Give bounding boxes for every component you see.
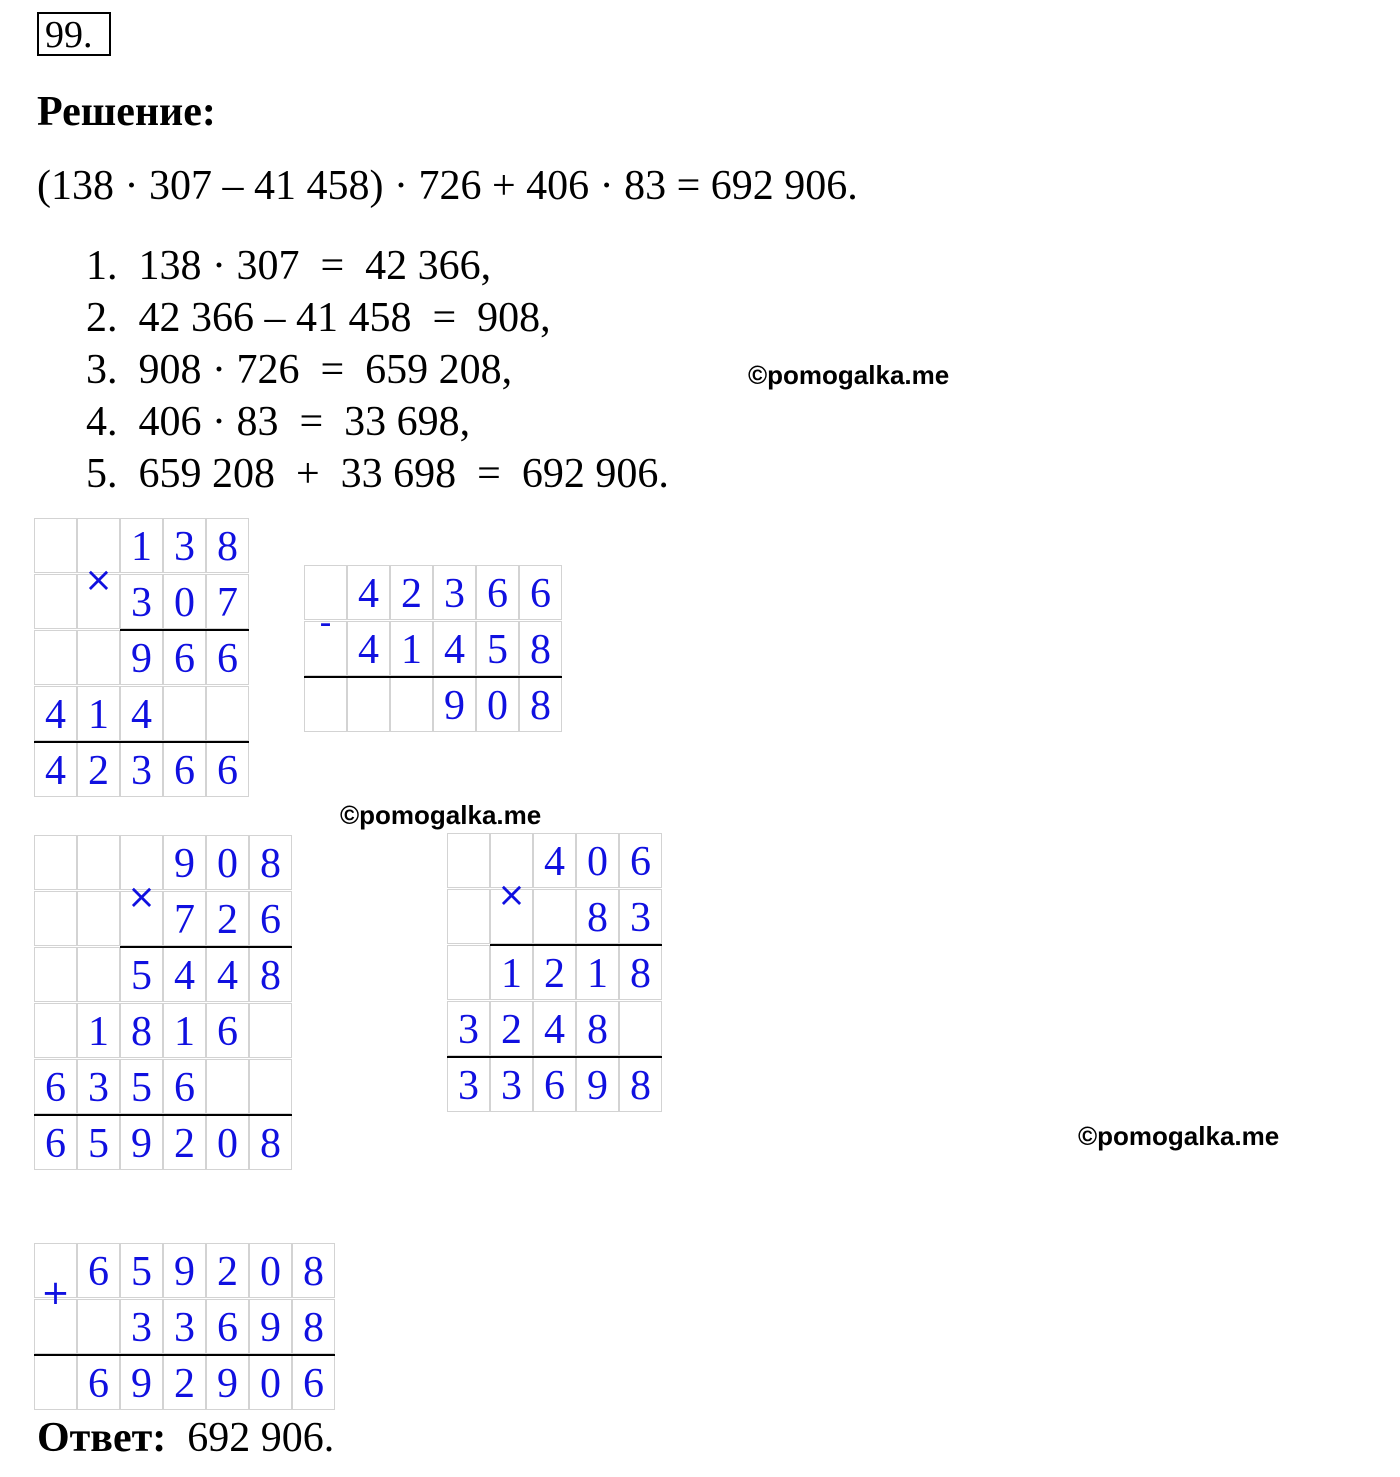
grid-cell: 5 <box>120 1243 163 1298</box>
grid-cell: 3 <box>619 889 662 944</box>
operator-sign: × <box>127 877 156 917</box>
grid-cell: 1 <box>576 945 619 1000</box>
grid-cell <box>77 835 120 890</box>
grid-cell: 3 <box>120 742 163 797</box>
grid-cell: 6 <box>206 742 249 797</box>
grid-cell <box>347 677 390 732</box>
column-subtraction-42366-41458 <box>304 565 562 733</box>
grid-cell: 9 <box>576 1057 619 1112</box>
grid-cell <box>34 574 77 629</box>
grid-cell: 2 <box>163 1115 206 1170</box>
grid-cell: 2 <box>533 945 576 1000</box>
result-line <box>304 676 562 678</box>
grid-cell: 4 <box>34 742 77 797</box>
grid-cell: 2 <box>390 565 433 620</box>
grid-cell: 9 <box>163 835 206 890</box>
grid-cell: 6 <box>206 1299 249 1354</box>
grid-cell: 3 <box>77 1059 120 1114</box>
answer-label: Ответ: <box>37 1415 167 1461</box>
grid-cell: 0 <box>206 835 249 890</box>
grid-cell: 6 <box>77 1355 120 1410</box>
grid-cell: 6 <box>34 1059 77 1114</box>
grid-cell: 6 <box>292 1355 335 1410</box>
grid-cell <box>34 1003 77 1058</box>
result-line <box>34 741 249 743</box>
grid-cell: 8 <box>619 945 662 1000</box>
grid-cell <box>447 945 490 1000</box>
grid-cell: 4 <box>347 621 390 676</box>
grid-cell: 8 <box>576 889 619 944</box>
grid-cell: 8 <box>292 1299 335 1354</box>
answer-value: 692 906. <box>187 1415 335 1461</box>
grid-cell: 0 <box>249 1355 292 1410</box>
grid-cell <box>34 947 77 1002</box>
grid-cell <box>304 677 347 732</box>
result-line <box>34 1114 292 1116</box>
grid-cell: 6 <box>77 1243 120 1298</box>
grid-cell: 9 <box>120 630 163 685</box>
result-line <box>447 1056 662 1058</box>
grid-cell: 9 <box>249 1299 292 1354</box>
grid-cell: 8 <box>206 518 249 573</box>
grid-cell: 1 <box>163 1003 206 1058</box>
grid-cell: 6 <box>163 1059 206 1114</box>
grid-cell: 8 <box>249 1115 292 1170</box>
grid-cell <box>619 1001 662 1056</box>
grid-cell: 1 <box>120 518 163 573</box>
grid-cell: 0 <box>163 574 206 629</box>
grid-cell <box>34 835 77 890</box>
grid-cell: 7 <box>206 574 249 629</box>
grid-cell <box>447 833 490 888</box>
grid-cell <box>77 630 120 685</box>
step-4: 4. 406 · 83 = 33 698, <box>86 399 471 445</box>
grid-cell: 8 <box>120 1003 163 1058</box>
step-5: 5. 659 208 + 33 698 = 692 906. <box>86 451 669 497</box>
grid-cell: 9 <box>206 1355 249 1410</box>
grid-cell: 8 <box>292 1243 335 1298</box>
grid-cell <box>249 1059 292 1114</box>
result-line <box>34 1354 335 1356</box>
grid-cell: 5 <box>476 621 519 676</box>
grid-cell: 4 <box>163 947 206 1002</box>
operator-sign: - <box>319 603 332 643</box>
step-3: 3. 908 · 726 = 659 208, <box>86 347 513 393</box>
grid-cell: 3 <box>163 518 206 573</box>
grid-cell: 2 <box>206 1243 249 1298</box>
grid-cell: 6 <box>249 891 292 946</box>
grid-cell: 8 <box>519 621 562 676</box>
grid-cell: 8 <box>519 677 562 732</box>
grid-cell: 4 <box>533 833 576 888</box>
grid-cell: 5 <box>120 1059 163 1114</box>
grid-cell: 9 <box>120 1355 163 1410</box>
grid-cell <box>206 1059 249 1114</box>
result-line <box>120 946 292 948</box>
grid-cell: 9 <box>163 1243 206 1298</box>
grid-cell <box>77 891 120 946</box>
grid-cell: 2 <box>490 1001 533 1056</box>
grid-cell: 6 <box>619 833 662 888</box>
grid-cell: 6 <box>533 1057 576 1112</box>
grid-cell: 6 <box>163 630 206 685</box>
grid-cell <box>77 1299 120 1354</box>
grid-cell: 0 <box>249 1243 292 1298</box>
grid-cell: 4 <box>34 686 77 741</box>
grid-cell: 8 <box>619 1057 662 1112</box>
main-expression: (138 · 307 – 41 458) · 726 + 406 · 83 = 692 906. <box>37 163 858 209</box>
grid-cell: 6 <box>206 630 249 685</box>
column-addition-659208-33698 <box>34 1243 335 1411</box>
column-multiplication-138-307 <box>34 518 249 798</box>
grid-cell: 5 <box>77 1115 120 1170</box>
result-line <box>490 944 662 946</box>
column-multiplication-908-726 <box>34 835 292 1171</box>
grid-cell: 4 <box>433 621 476 676</box>
grid-cell <box>390 677 433 732</box>
grid-cell: 1 <box>77 1003 120 1058</box>
solution-steps <box>86 240 669 500</box>
grid-cell: 4 <box>206 947 249 1002</box>
grid-cell: 2 <box>163 1355 206 1410</box>
grid-cell: 8 <box>576 1001 619 1056</box>
watermark: ©pomogalka.me <box>748 360 950 390</box>
grid-cell <box>249 1003 292 1058</box>
answer-line <box>37 1414 334 1462</box>
grid-cell <box>34 1355 77 1410</box>
grid-cell: 6 <box>206 1003 249 1058</box>
operator-sign: × <box>84 560 113 600</box>
grid-cell: 1 <box>490 945 533 1000</box>
grid-cell: 4 <box>347 565 390 620</box>
grid-cell: 3 <box>433 565 476 620</box>
grid-cell <box>34 891 77 946</box>
grid-cell: 9 <box>433 677 476 732</box>
grid-cell: 6 <box>476 565 519 620</box>
grid-cell: 6 <box>34 1115 77 1170</box>
grid-cell: 4 <box>533 1001 576 1056</box>
grid-cell: 1 <box>390 621 433 676</box>
grid-cell: 3 <box>120 574 163 629</box>
grid-cell: 3 <box>490 1057 533 1112</box>
grid-cell: 8 <box>249 947 292 1002</box>
grid-cell <box>163 686 206 741</box>
grid-cell <box>206 686 249 741</box>
grid-cell: 9 <box>120 1115 163 1170</box>
grid-cell: 3 <box>447 1057 490 1112</box>
grid-cell: 0 <box>476 677 519 732</box>
grid-cell: 6 <box>163 742 206 797</box>
grid-cell: 2 <box>206 891 249 946</box>
grid-cell: 3 <box>447 1001 490 1056</box>
grid-cell <box>34 630 77 685</box>
grid-cell: 4 <box>120 686 163 741</box>
column-multiplication-406-83 <box>447 833 662 1113</box>
grid-cell: 6 <box>519 565 562 620</box>
solution-heading: Решение: <box>37 89 216 135</box>
step-1: 1. 138 · 307 = 42 366, <box>86 243 492 289</box>
grid-cell: 3 <box>120 1299 163 1354</box>
grid-cell: 7 <box>163 891 206 946</box>
grid-cell: 2 <box>77 742 120 797</box>
operator-sign: × <box>497 875 526 915</box>
grid-cell: 3 <box>163 1299 206 1354</box>
result-line <box>120 629 249 631</box>
step-2: 2. 42 366 – 41 458 = 908, <box>86 295 551 341</box>
watermark: ©pomogalka.me <box>340 800 542 830</box>
operator-sign: + <box>41 1273 70 1313</box>
grid-cell <box>447 889 490 944</box>
grid-cell: 1 <box>77 686 120 741</box>
grid-cell: 5 <box>120 947 163 1002</box>
grid-cell <box>77 947 120 1002</box>
grid-cell <box>34 518 77 573</box>
problem-number: 99. <box>37 12 111 56</box>
grid-cell: 8 <box>249 835 292 890</box>
grid-cell <box>533 889 576 944</box>
grid-cell: 0 <box>576 833 619 888</box>
watermark: ©pomogalka.me <box>1078 1121 1280 1151</box>
grid-cell: 0 <box>206 1115 249 1170</box>
